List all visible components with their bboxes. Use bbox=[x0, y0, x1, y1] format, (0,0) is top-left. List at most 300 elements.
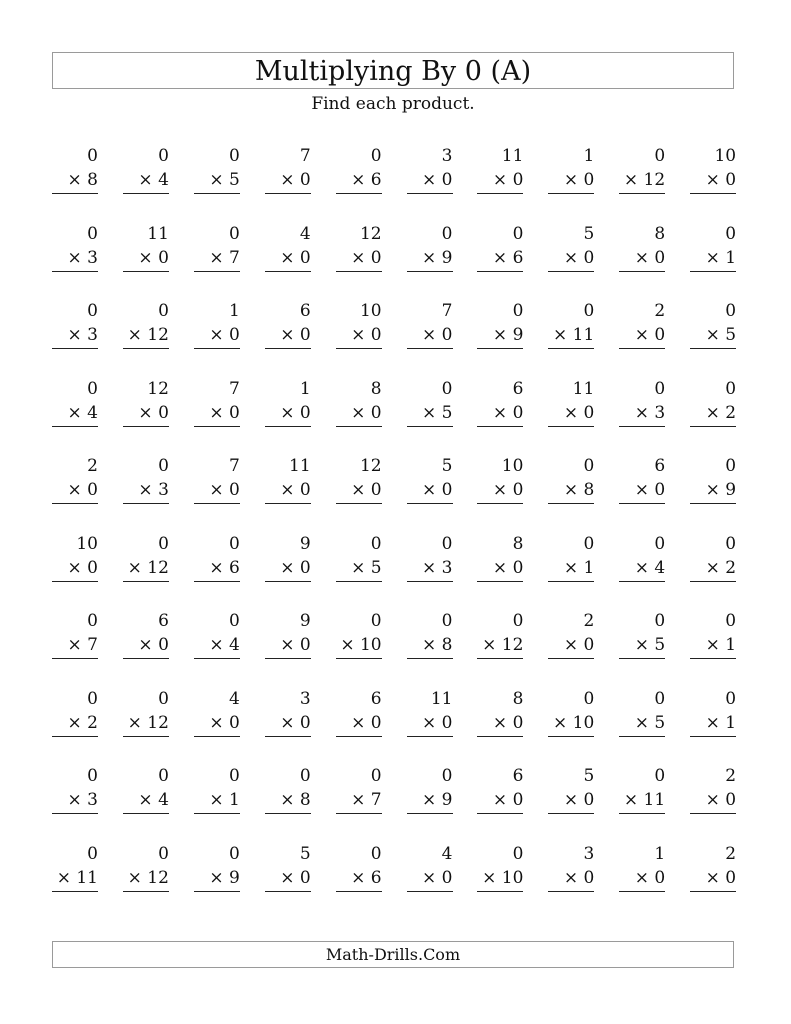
problem-multiplicand: 8 bbox=[512, 688, 524, 709]
problem-multiplicand: 0 bbox=[370, 146, 382, 166]
problem bbox=[194, 377, 240, 427]
problem-multiplicand: 0 bbox=[158, 533, 169, 554]
problem bbox=[336, 222, 382, 272]
problem-multiplicand: 5 bbox=[299, 843, 311, 864]
problem bbox=[477, 609, 523, 659]
problem-multiplicand: 0 bbox=[583, 533, 595, 554]
problem-multiplier: × 4 bbox=[194, 633, 240, 659]
problem-row bbox=[52, 454, 736, 532]
problem-multiplier: × 3 bbox=[619, 401, 665, 427]
problem bbox=[548, 377, 594, 427]
problem-multiplicand: 11 bbox=[430, 688, 453, 709]
problem bbox=[265, 299, 311, 349]
problem bbox=[477, 377, 523, 427]
problem bbox=[194, 532, 240, 582]
problem-multiplicand: 0 bbox=[583, 301, 595, 321]
problem bbox=[123, 764, 169, 814]
problem bbox=[407, 299, 453, 349]
problem-multiplicand: 6 bbox=[512, 378, 524, 399]
problem-multiplier: × 5 bbox=[619, 711, 665, 737]
problem-multiplicand: 0 bbox=[654, 611, 666, 631]
problem-multiplicand: 1 bbox=[228, 301, 240, 321]
problem bbox=[52, 687, 98, 737]
problem bbox=[336, 532, 382, 582]
problem bbox=[690, 532, 736, 582]
problem bbox=[265, 609, 311, 659]
problem-multiplier: × 3 bbox=[123, 478, 169, 504]
problem-multiplier: × 12 bbox=[619, 168, 665, 194]
problem-multiplier: × 0 bbox=[194, 401, 240, 427]
problem-multiplicand: 5 bbox=[583, 223, 595, 244]
problem-multiplicand: 0 bbox=[87, 688, 98, 709]
problem bbox=[690, 609, 736, 659]
problem-multiplicand: 0 bbox=[87, 843, 98, 864]
problem-multiplicand: 0 bbox=[158, 843, 169, 864]
problem bbox=[52, 454, 98, 504]
problem bbox=[407, 144, 453, 194]
problem-multiplier: × 5 bbox=[194, 168, 240, 194]
problem-multiplicand: 7 bbox=[228, 456, 240, 476]
problem bbox=[477, 222, 523, 272]
problem bbox=[548, 764, 594, 814]
problem bbox=[477, 842, 523, 892]
problem bbox=[123, 222, 169, 272]
problem bbox=[690, 764, 736, 814]
problem bbox=[52, 764, 98, 814]
problem-multiplier: × 0 bbox=[548, 246, 594, 272]
problem-multiplier: × 0 bbox=[548, 168, 594, 194]
problem bbox=[123, 609, 169, 659]
problem-multiplicand: 0 bbox=[654, 533, 666, 554]
problem-multiplier: × 0 bbox=[548, 633, 594, 659]
problem bbox=[619, 609, 665, 659]
problem-multiplier: × 0 bbox=[194, 478, 240, 504]
problem bbox=[690, 222, 736, 272]
problem-multiplier: × 6 bbox=[194, 556, 240, 582]
problem-multiplier: × 10 bbox=[477, 866, 523, 892]
problem bbox=[548, 609, 594, 659]
problem-multiplicand: 0 bbox=[87, 766, 98, 786]
problem-multiplicand: 6 bbox=[370, 688, 382, 709]
problem-multiplier: × 0 bbox=[265, 401, 311, 427]
problem-row bbox=[52, 299, 736, 377]
problem-multiplier: × 6 bbox=[477, 246, 523, 272]
problem bbox=[336, 764, 382, 814]
problem bbox=[407, 609, 453, 659]
problem-multiplier: × 12 bbox=[123, 866, 169, 892]
problem-row bbox=[52, 532, 736, 610]
problem bbox=[336, 299, 382, 349]
problem-multiplier: × 0 bbox=[194, 323, 240, 349]
problem bbox=[690, 377, 736, 427]
problem bbox=[194, 454, 240, 504]
problem-multiplier: × 7 bbox=[52, 633, 98, 659]
problem-multiplicand: 0 bbox=[370, 533, 382, 554]
problem bbox=[407, 764, 453, 814]
problem bbox=[194, 687, 240, 737]
problem-multiplicand: 0 bbox=[725, 301, 737, 321]
problem-multiplicand: 0 bbox=[725, 688, 737, 709]
problem bbox=[407, 222, 453, 272]
problem bbox=[265, 144, 311, 194]
problem bbox=[336, 144, 382, 194]
problem-multiplicand: 0 bbox=[441, 223, 453, 244]
problem-multiplier: × 0 bbox=[194, 711, 240, 737]
problem-multiplicand: 2 bbox=[654, 301, 666, 321]
problem bbox=[265, 532, 311, 582]
problem bbox=[123, 144, 169, 194]
problem-multiplier: × 0 bbox=[407, 478, 453, 504]
problem bbox=[194, 764, 240, 814]
problem-multiplicand: 0 bbox=[158, 146, 169, 166]
problem-multiplier: × 11 bbox=[52, 866, 98, 892]
problem-multiplicand: 10 bbox=[359, 301, 382, 321]
problem-multiplier: × 8 bbox=[548, 478, 594, 504]
problem-multiplicand: 0 bbox=[583, 688, 595, 709]
problem-multiplier: × 0 bbox=[548, 788, 594, 814]
problem-multiplier: × 6 bbox=[336, 866, 382, 892]
problem-grid bbox=[52, 144, 736, 919]
problem bbox=[265, 687, 311, 737]
problem-multiplicand: 9 bbox=[299, 611, 311, 631]
problem-row bbox=[52, 377, 736, 455]
problem-multiplier: × 10 bbox=[548, 711, 594, 737]
problem-multiplier: × 4 bbox=[123, 788, 169, 814]
problem bbox=[548, 222, 594, 272]
problem-multiplicand: 9 bbox=[299, 533, 311, 554]
problem-multiplier: × 0 bbox=[690, 866, 736, 892]
problem bbox=[123, 377, 169, 427]
problem bbox=[52, 144, 98, 194]
problem-multiplicand: 4 bbox=[299, 223, 311, 244]
problem bbox=[52, 377, 98, 427]
problem-multiplier: × 4 bbox=[52, 401, 98, 427]
problem bbox=[690, 299, 736, 349]
problem-multiplier: × 0 bbox=[477, 788, 523, 814]
problem-multiplier: × 0 bbox=[265, 556, 311, 582]
problem bbox=[548, 687, 594, 737]
problem bbox=[194, 299, 240, 349]
problem-multiplier: × 0 bbox=[336, 246, 382, 272]
problem-multiplier: × 3 bbox=[52, 323, 98, 349]
problem-multiplicand: 0 bbox=[87, 301, 98, 321]
problem-multiplier: × 0 bbox=[336, 478, 382, 504]
problem-multiplicand: 2 bbox=[583, 611, 595, 631]
problem bbox=[123, 299, 169, 349]
problem-multiplicand: 2 bbox=[725, 766, 737, 786]
problem-multiplier: × 1 bbox=[690, 633, 736, 659]
problem-multiplier: × 0 bbox=[407, 711, 453, 737]
problem-row bbox=[52, 687, 736, 765]
problem-multiplicand: 0 bbox=[725, 223, 737, 244]
problem-multiplier: × 11 bbox=[548, 323, 594, 349]
problem-multiplier: × 0 bbox=[52, 478, 98, 504]
problem-multiplier: × 2 bbox=[690, 556, 736, 582]
problem-multiplicand: 0 bbox=[654, 766, 666, 786]
problem-multiplier: × 9 bbox=[407, 788, 453, 814]
problem-multiplicand: 7 bbox=[299, 146, 311, 166]
problem-multiplier: × 12 bbox=[123, 556, 169, 582]
problem-multiplicand: 5 bbox=[441, 456, 453, 476]
problem-multiplier: × 1 bbox=[690, 246, 736, 272]
problem bbox=[619, 144, 665, 194]
problem bbox=[407, 532, 453, 582]
problem-multiplicand: 6 bbox=[158, 611, 169, 631]
problem-row bbox=[52, 764, 736, 842]
problem-multiplicand: 0 bbox=[158, 766, 169, 786]
problem-multiplicand: 0 bbox=[370, 766, 382, 786]
problem bbox=[265, 842, 311, 892]
problem bbox=[548, 454, 594, 504]
problem-multiplicand: 0 bbox=[158, 301, 169, 321]
problem-multiplier: × 0 bbox=[265, 866, 311, 892]
problem-multiplier: × 7 bbox=[336, 788, 382, 814]
problem-multiplicand: 0 bbox=[441, 766, 453, 786]
problem-multiplicand: 0 bbox=[87, 146, 98, 166]
problem-multiplicand: 0 bbox=[228, 843, 240, 864]
problem-multiplier: × 0 bbox=[690, 168, 736, 194]
problem-multiplicand: 0 bbox=[228, 533, 240, 554]
problem bbox=[336, 609, 382, 659]
problem-multiplicand: 10 bbox=[76, 533, 98, 554]
problem bbox=[194, 609, 240, 659]
problem-multiplier: × 8 bbox=[52, 168, 98, 194]
problem-multiplicand: 0 bbox=[87, 223, 98, 244]
problem-multiplicand: 2 bbox=[725, 843, 737, 864]
problem-multiplicand: 10 bbox=[501, 456, 524, 476]
problem-multiplier: × 0 bbox=[336, 711, 382, 737]
problem bbox=[407, 842, 453, 892]
problem bbox=[619, 454, 665, 504]
problem bbox=[548, 144, 594, 194]
problem-multiplicand: 1 bbox=[583, 146, 595, 166]
problem bbox=[690, 454, 736, 504]
problem-multiplier: × 0 bbox=[477, 401, 523, 427]
problem-multiplicand: 11 bbox=[501, 146, 524, 166]
problem-multiplicand: 0 bbox=[654, 146, 666, 166]
problem bbox=[477, 532, 523, 582]
problem-multiplier: × 0 bbox=[619, 866, 665, 892]
problem bbox=[619, 687, 665, 737]
problem-multiplicand: 7 bbox=[441, 301, 453, 321]
problem-multiplier: × 0 bbox=[477, 478, 523, 504]
problem-multiplicand: 0 bbox=[228, 146, 240, 166]
problem-multiplicand: 0 bbox=[441, 378, 453, 399]
problem-multiplicand: 4 bbox=[228, 688, 240, 709]
problem bbox=[619, 764, 665, 814]
problem-multiplier: × 5 bbox=[690, 323, 736, 349]
problem-multiplicand: 12 bbox=[359, 456, 382, 476]
problem-multiplicand: 11 bbox=[572, 378, 595, 399]
problem-multiplier: × 8 bbox=[407, 633, 453, 659]
problem-multiplicand: 0 bbox=[654, 378, 666, 399]
problem-multiplier: × 0 bbox=[265, 168, 311, 194]
problem-multiplicand: 11 bbox=[289, 456, 311, 476]
problem bbox=[265, 454, 311, 504]
problem-multiplier: × 12 bbox=[123, 323, 169, 349]
problem-multiplier: × 0 bbox=[265, 246, 311, 272]
problem-multiplier: × 0 bbox=[619, 246, 665, 272]
problem bbox=[123, 532, 169, 582]
problem-multiplicand: 0 bbox=[87, 378, 98, 399]
problem-multiplier: × 8 bbox=[265, 788, 311, 814]
problem-multiplier: × 11 bbox=[619, 788, 665, 814]
problem-multiplicand: 0 bbox=[725, 611, 737, 631]
problem-multiplier: × 0 bbox=[407, 323, 453, 349]
problem-multiplier: × 3 bbox=[52, 788, 98, 814]
problem-multiplicand: 8 bbox=[512, 533, 524, 554]
problem-multiplier: × 0 bbox=[477, 556, 523, 582]
problem-multiplicand: 0 bbox=[512, 223, 524, 244]
problem bbox=[52, 299, 98, 349]
problem bbox=[336, 687, 382, 737]
problem-multiplicand: 2 bbox=[87, 456, 98, 476]
problem-multiplicand: 3 bbox=[583, 843, 595, 864]
problem-multiplicand: 0 bbox=[725, 533, 737, 554]
problem-multiplicand: 0 bbox=[370, 843, 382, 864]
problem-multiplier: × 2 bbox=[690, 401, 736, 427]
problem-multiplicand: 0 bbox=[441, 533, 453, 554]
problem bbox=[690, 687, 736, 737]
problem bbox=[548, 532, 594, 582]
problem-multiplier: × 0 bbox=[336, 323, 382, 349]
problem-multiplier: × 0 bbox=[123, 633, 169, 659]
problem-multiplier: × 9 bbox=[194, 866, 240, 892]
problem-multiplicand: 3 bbox=[299, 688, 311, 709]
problem-multiplier: × 12 bbox=[123, 711, 169, 737]
problem-multiplier: × 0 bbox=[619, 323, 665, 349]
problem-multiplier: × 0 bbox=[52, 556, 98, 582]
problem bbox=[619, 299, 665, 349]
problem-multiplicand: 0 bbox=[228, 611, 240, 631]
problem-multiplicand: 0 bbox=[158, 456, 169, 476]
problem-multiplicand: 0 bbox=[87, 611, 98, 631]
problem-multiplier: × 0 bbox=[265, 711, 311, 737]
problem-multiplier: × 0 bbox=[265, 478, 311, 504]
problem-multiplier: × 5 bbox=[336, 556, 382, 582]
problem-multiplier: × 9 bbox=[477, 323, 523, 349]
problem bbox=[336, 842, 382, 892]
instructions: Find each product. bbox=[311, 94, 475, 114]
problem bbox=[265, 764, 311, 814]
problem-multiplicand: 4 bbox=[441, 843, 453, 864]
problem-multiplier: × 12 bbox=[477, 633, 523, 659]
problem-multiplier: × 0 bbox=[690, 788, 736, 814]
problem-multiplicand: 6 bbox=[512, 766, 524, 786]
problem bbox=[194, 144, 240, 194]
problem-multiplicand: 0 bbox=[228, 223, 240, 244]
problem bbox=[690, 144, 736, 194]
problem-multiplier: × 3 bbox=[52, 246, 98, 272]
problem-multiplier: × 0 bbox=[407, 168, 453, 194]
problem bbox=[477, 299, 523, 349]
problem-multiplier: × 1 bbox=[194, 788, 240, 814]
problem-multiplicand: 0 bbox=[654, 688, 666, 709]
problem-multiplier: × 0 bbox=[123, 246, 169, 272]
problem bbox=[52, 842, 98, 892]
problem-multiplicand: 1 bbox=[654, 843, 666, 864]
problem-multiplier: × 5 bbox=[619, 633, 665, 659]
problem bbox=[52, 609, 98, 659]
problem bbox=[123, 687, 169, 737]
worksheet-title: Multiplying By 0 (A) bbox=[52, 52, 734, 89]
problem bbox=[477, 764, 523, 814]
problem bbox=[548, 299, 594, 349]
problem-multiplier: × 3 bbox=[407, 556, 453, 582]
problem-multiplier: × 1 bbox=[548, 556, 594, 582]
problem-row bbox=[52, 842, 736, 920]
footer-credit: Math-Drills.Com bbox=[52, 941, 734, 968]
problem-multiplier: × 0 bbox=[477, 711, 523, 737]
problem bbox=[123, 454, 169, 504]
problem bbox=[548, 842, 594, 892]
problem-multiplicand: 0 bbox=[512, 611, 524, 631]
problem-multiplicand: 0 bbox=[725, 378, 737, 399]
problem-multiplier: × 9 bbox=[407, 246, 453, 272]
problem bbox=[477, 454, 523, 504]
problem bbox=[265, 377, 311, 427]
problem bbox=[407, 454, 453, 504]
problem-multiplier: × 0 bbox=[407, 866, 453, 892]
problem-multiplicand: 0 bbox=[370, 611, 382, 631]
problem-multiplicand: 12 bbox=[147, 378, 169, 399]
problem-multiplicand: 0 bbox=[299, 766, 311, 786]
problem-multiplier: × 0 bbox=[477, 168, 523, 194]
problem-multiplier: × 4 bbox=[123, 168, 169, 194]
problem-multiplier: × 0 bbox=[548, 866, 594, 892]
problem-multiplicand: 8 bbox=[370, 378, 382, 399]
problem bbox=[407, 687, 453, 737]
problem bbox=[336, 377, 382, 427]
problem-multiplicand: 0 bbox=[441, 611, 453, 631]
problem-multiplier: × 0 bbox=[265, 633, 311, 659]
problem-multiplicand: 0 bbox=[512, 843, 524, 864]
problem-multiplier: × 1 bbox=[690, 711, 736, 737]
problem-multiplier: × 9 bbox=[690, 478, 736, 504]
problem-multiplier: × 4 bbox=[619, 556, 665, 582]
problem bbox=[619, 222, 665, 272]
problem-multiplicand: 5 bbox=[583, 766, 595, 786]
problem-row bbox=[52, 144, 736, 222]
problem-row bbox=[52, 222, 736, 300]
problem-multiplier: × 0 bbox=[336, 401, 382, 427]
problem bbox=[619, 842, 665, 892]
problem bbox=[690, 842, 736, 892]
problem bbox=[52, 532, 98, 582]
problem bbox=[123, 842, 169, 892]
problem-multiplicand: 12 bbox=[359, 223, 382, 244]
problem-row bbox=[52, 609, 736, 687]
problem bbox=[477, 687, 523, 737]
problem-multiplier: × 0 bbox=[548, 401, 594, 427]
problem-multiplier: × 10 bbox=[336, 633, 382, 659]
problem bbox=[194, 222, 240, 272]
problem-multiplier: × 0 bbox=[265, 323, 311, 349]
problem-multiplicand: 7 bbox=[228, 378, 240, 399]
problem-multiplier: × 5 bbox=[407, 401, 453, 427]
problem bbox=[265, 222, 311, 272]
problem bbox=[336, 454, 382, 504]
problem-multiplicand: 0 bbox=[725, 456, 737, 476]
problem-multiplicand: 6 bbox=[299, 301, 311, 321]
problem bbox=[619, 532, 665, 582]
problem bbox=[619, 377, 665, 427]
problem-multiplicand: 0 bbox=[158, 688, 169, 709]
problem-multiplicand: 0 bbox=[512, 301, 524, 321]
problem-multiplier: × 0 bbox=[123, 401, 169, 427]
problem-multiplicand: 0 bbox=[228, 766, 240, 786]
problem-multiplier: × 6 bbox=[336, 168, 382, 194]
